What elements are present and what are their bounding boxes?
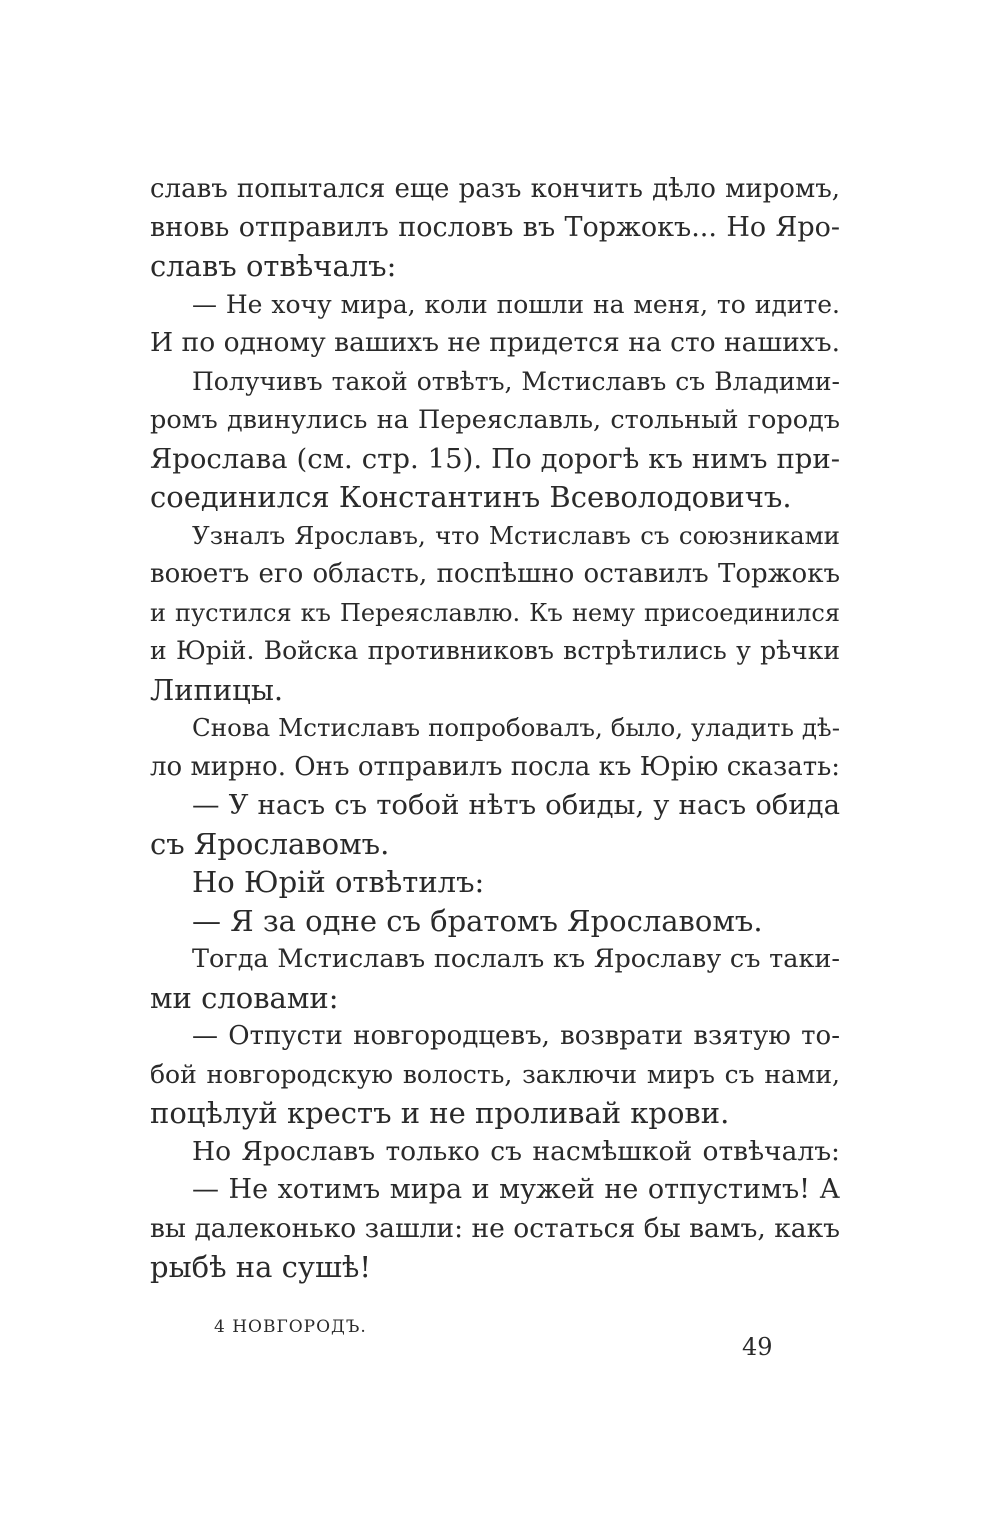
text-line: — Я за одне съ братомъ Ярославомъ. [192, 903, 763, 938]
text-line: Получивъ такой отвѣтъ, Мстиславъ съ Владими- [192, 366, 840, 396]
text-line: ми словами: [150, 980, 339, 1015]
text-line: и пустился къ Переяславлю. Къ нему присоединился [150, 598, 840, 627]
text-line: — Не хочу мира, коли пошли на меня, то идите. [192, 289, 840, 319]
text-line: съ Ярославомъ. [150, 826, 390, 861]
text-line: И по одному вашихъ не придется на сто нашихъ. [150, 327, 840, 358]
text-line: славъ попытался еще разъ кончить дѣло миромъ, [150, 174, 840, 204]
text-line: Липицы. [150, 672, 284, 707]
signature-mark: 4 НОВГОРОДЪ. [214, 1317, 367, 1337]
text-line: Узналъ Ярославъ, что Мстиславъ съ союзниками [192, 520, 840, 550]
text-line: ло мирно. Онъ отправилъ посла къ Юрію сказать: [150, 751, 840, 782]
text-line: бой новгородскую волость, заключи миръ съ нами, [150, 1059, 840, 1089]
text-line: Ярослава (см. стр. 15). По дорогѣ къ нимъ при- [150, 442, 840, 475]
body-text [150, 170, 840, 1287]
text-line: ромъ двинулись на Переяславль, стольный городъ [150, 405, 840, 435]
text-line: Но Юрій отвѣтилъ: [192, 865, 485, 899]
text-line: Но Ярославъ только съ насмѣшкой отвѣчалъ: [192, 1135, 840, 1167]
text-line: славъ отвѣчалъ: [150, 249, 397, 283]
text-line: соединился Константинъ Всеволодовичъ. [150, 480, 792, 514]
text-line: поцѣлуй крестъ и не проливай крови. [150, 1096, 730, 1130]
text-line: — Не хотимъ мира и мужей не отпустимъ! А [192, 1174, 840, 1205]
page-number: 49 [742, 1333, 773, 1361]
text-line: вы далеконько зашли: не остаться бы вамъ, какъ [150, 1212, 840, 1244]
text-line: Тогда Мстиславъ послалъ къ Ярославу съ таки- [192, 944, 840, 974]
text-line: — У насъ съ тобой нѣтъ обиды, у насъ обида [192, 789, 840, 821]
text-line: вновь отправилъ пословъ въ Торжокъ... Но Яро- [150, 211, 840, 243]
text-line: Снова Мстиславъ попробовалъ, было, уладить дѣ- [192, 713, 840, 742]
text-line: и Юрій. Войска противниковъ встрѣтились у рѣчки [150, 636, 840, 665]
text-line: рыбѣ на сушѣ! [150, 1250, 372, 1284]
text-line: воюетъ его область, поспѣшно оставилъ Торжокъ [150, 559, 840, 589]
text-line: — Отпусти новгородцевъ, возврати взятую то- [192, 1021, 840, 1051]
